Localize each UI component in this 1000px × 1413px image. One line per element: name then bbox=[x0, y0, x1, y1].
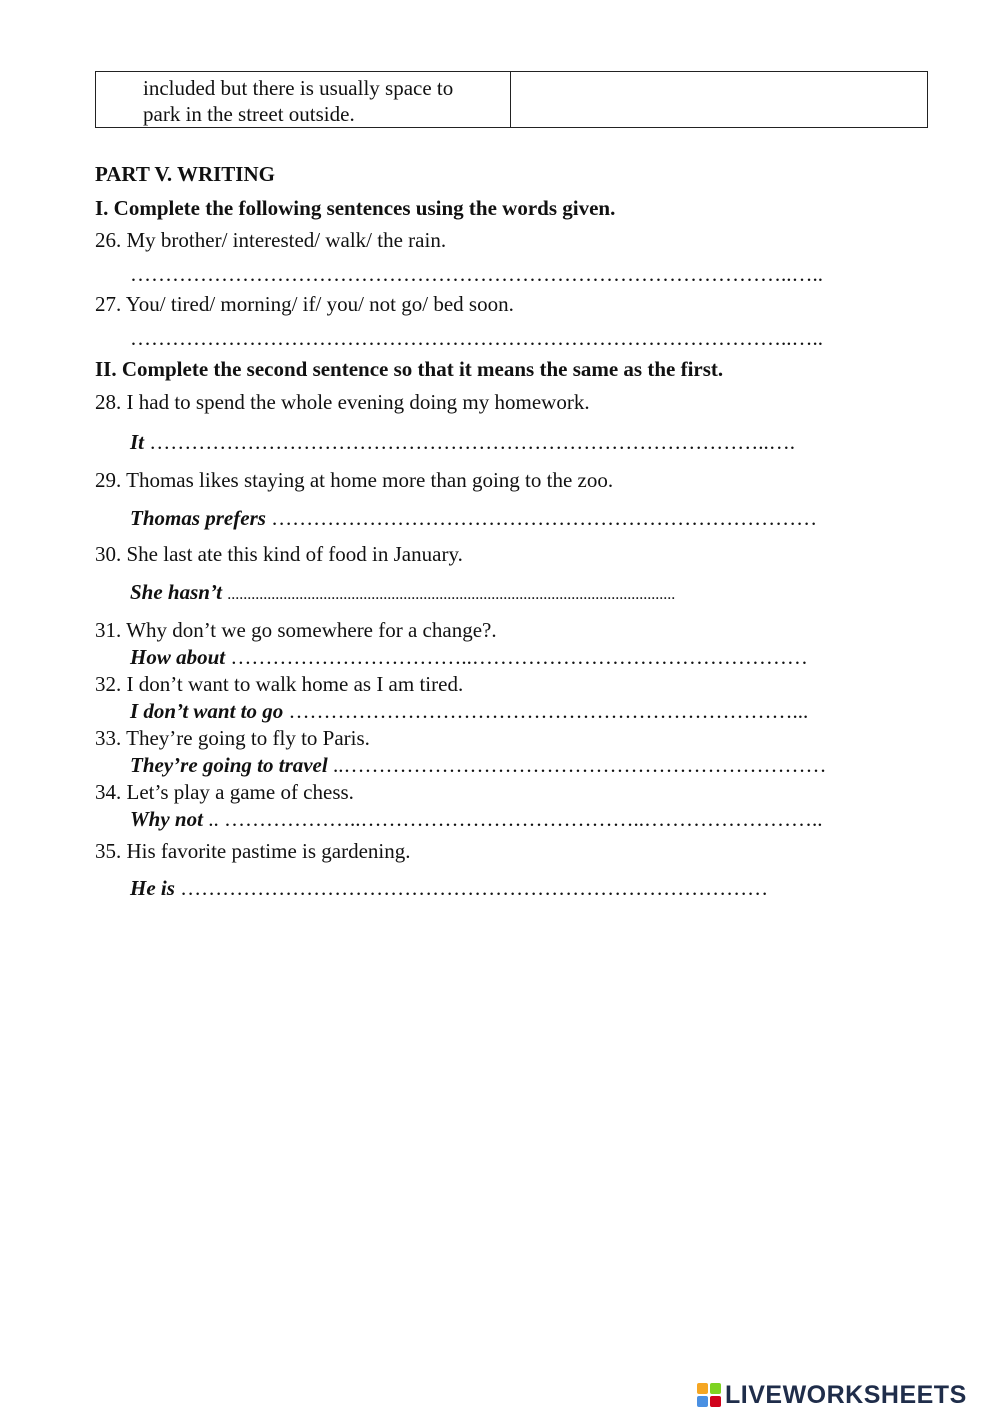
item-31-starter: How about bbox=[130, 645, 226, 669]
item-30-answer[interactable] bbox=[130, 580, 675, 605]
item-33-prompt: 33. They’re going to fly to Paris. bbox=[95, 726, 370, 750]
logo-tile-l bbox=[697, 1383, 708, 1394]
liveworksheets-logo-icon bbox=[697, 1383, 721, 1407]
item-31-prompt: 31. Why don’t we go somewhere for a change?. bbox=[95, 618, 497, 642]
item-31-answer[interactable] bbox=[130, 645, 808, 670]
item-34-answer[interactable] bbox=[130, 807, 822, 832]
item-33-answer[interactable] bbox=[130, 753, 826, 778]
item-30-line[interactable]: ................................................................................................................ bbox=[227, 586, 676, 603]
item-33-starter: They’re going to travel bbox=[130, 753, 328, 777]
table-cell-left bbox=[96, 72, 511, 128]
logo-tile-e bbox=[710, 1396, 721, 1407]
item-32-starter: I don’t want to go bbox=[130, 699, 284, 723]
cell-line-2: park in the street outside. bbox=[143, 102, 355, 126]
item-28-answer[interactable] bbox=[130, 430, 795, 455]
item-35-prompt: 35. His favorite pastime is gardening. bbox=[95, 839, 411, 863]
top-table bbox=[95, 71, 928, 128]
item-35-starter: He is bbox=[130, 876, 175, 900]
item-28-starter: It bbox=[130, 430, 145, 454]
item-31-line[interactable]: ……………………………..………………………………………… bbox=[230, 645, 808, 669]
item-32-answer[interactable] bbox=[130, 699, 808, 724]
item-29-starter: Thomas prefers bbox=[130, 506, 266, 530]
item-27-answer-line[interactable]: …………………………………………………………………………………..….. bbox=[130, 326, 823, 350]
item-34-line[interactable]: .. ………………..…………………………………..…………………….. bbox=[208, 807, 823, 831]
section2-title: II. Complete the second sentence so that it means the same as the first. bbox=[95, 357, 724, 381]
item-28-line[interactable]: ……………………………………………………………………………..…. bbox=[149, 430, 796, 454]
item-35-answer[interactable] bbox=[130, 876, 768, 901]
item-26-answer-line[interactable]: …………………………………………………………………………………..….. bbox=[130, 262, 823, 286]
item-29-prompt: 29. Thomas likes staying at home more than going to the zoo. bbox=[95, 468, 614, 492]
part-title: PART V. WRITING bbox=[95, 162, 275, 186]
item-29-line[interactable]: …………………………………………………………………… bbox=[271, 506, 818, 530]
item-32-prompt: 32. I don’t want to walk home as I am tired. bbox=[95, 672, 464, 696]
section1-title: I. Complete the following sentences using the words given. bbox=[95, 196, 616, 220]
cell-line-1: included but there is usually space to bbox=[143, 76, 454, 100]
table-cell-right bbox=[511, 72, 928, 128]
item-34-prompt: 34. Let’s play a game of chess. bbox=[95, 780, 354, 804]
liveworksheets-brand[interactable] bbox=[697, 1380, 967, 1410]
logo-tile-i bbox=[710, 1383, 721, 1394]
item-29-answer[interactable] bbox=[130, 506, 817, 531]
item-30-starter: She hasn’t bbox=[130, 580, 223, 604]
item-30-prompt: 30. She last ate this kind of food in January. bbox=[95, 542, 463, 566]
item-34-starter: Why not bbox=[130, 807, 203, 831]
brand-name: LIVEWORKSHEETS bbox=[725, 1380, 967, 1409]
item-28-prompt: 28. I had to spend the whole evening doing my homework. bbox=[95, 390, 590, 414]
item-27-prompt: 27. You/ tired/ morning/ if/ you/ not go/ bed soon. bbox=[95, 292, 514, 316]
logo-tile-v bbox=[697, 1396, 708, 1407]
item-33-line[interactable]: ..…………………………………………………………… bbox=[332, 753, 827, 777]
item-26-prompt: 26. My brother/ interested/ walk/ the rain. bbox=[95, 228, 447, 252]
item-35-line[interactable]: ………………………………………………………………………… bbox=[180, 876, 769, 900]
item-32-line[interactable]: ………………………………………………………………... bbox=[288, 699, 809, 723]
